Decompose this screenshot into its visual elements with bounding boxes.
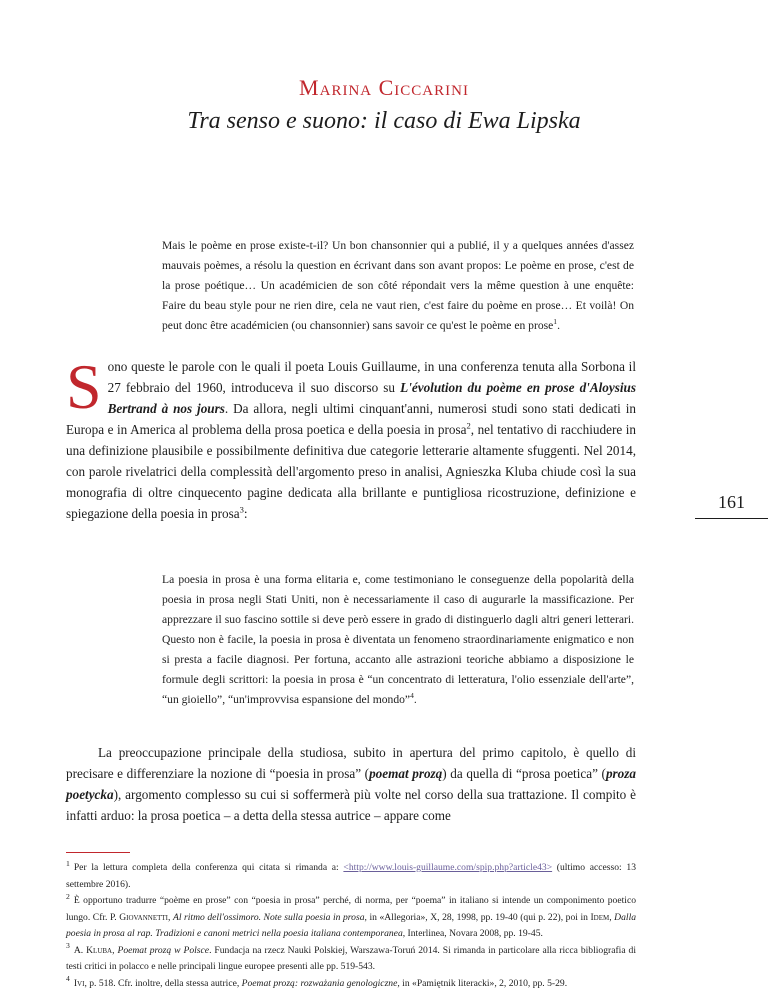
footnote-text: ,	[112, 944, 118, 956]
footnote-text: , p. 518. Cfr. inoltre, della stessa autrice,	[84, 977, 242, 989]
cited-title: Poemat prozą: rozważania genologiczne	[241, 977, 398, 989]
footnote-ref[interactable]: 3	[239, 504, 244, 515]
footnote-ref[interactable]: 1	[553, 317, 558, 327]
paragraph-text: ) da quella di “prosa poetica” (	[442, 766, 606, 781]
cited-title: Al ritmo dell'ossimoro. Note sulla poesia in prosa	[172, 911, 365, 923]
footnote-text: , Interlinea, Novara 2008, pp. 19-45.	[402, 928, 543, 939]
author-name: Marina Ciccarini	[299, 75, 469, 100]
footnotes	[66, 860, 636, 992]
article-title: Tra senso e suono: il caso di Ewa Lipska	[187, 108, 581, 134]
footnote-text: A.	[73, 944, 87, 956]
footnote-link[interactable]: <http://www.louis-guillaume.com/spip.php?article43>	[343, 862, 553, 873]
epigraph: Mais le poème en prose existe-t-il? Un bon chansonnier qui a publié, il y a quelques années d'assez mauvais poèmes, a résolu la question en écrivant dans son avant propos: Le poème en prose, c'est de la prose poétique… Un académicien de son côté répondait vers la même question à une enquête: Faire du beau style pour ne rien dire, cela ne vaut rien, c'est faire du poème en prose… Et voilà! On peut donc être académicien (ou chansonnier) sans savoir ce qu'est le poème en prose$^1$.	[162, 239, 634, 332]
paragraph-text: :	[243, 506, 248, 521]
page-number-rule	[695, 518, 768, 519]
drop-cap: S	[66, 351, 102, 422]
footnote-text: Per la lettura completa della conferenza qui citata si rimanda a:	[73, 862, 344, 873]
book-title: L'évolution du poème en prose d'Aloysius Bertrand à nos jours	[107, 380, 636, 416]
paragraph-intro	[66, 351, 636, 524]
footnote-text: , in «Allegoria», X, 28, 1998, pp. 19-40 (qui p. 22), poi in	[364, 911, 591, 923]
block-quote	[162, 570, 634, 710]
footnote-ref[interactable]: 4	[410, 691, 414, 701]
footnote-number: 1	[66, 858, 70, 868]
cited-author: Idem	[590, 911, 610, 923]
footnote-text: (ultimo accesso: 13 settembre 2016).	[66, 862, 637, 890]
footnote-number: 2	[66, 891, 70, 901]
paragraph-second	[66, 742, 636, 826]
footnote-2	[66, 893, 636, 943]
quote-text: La poesia in prosa è una forma elitaria e, come testimoniano le conseguenze della popolarità della poesia in prosa negli Stati Uniti, non è necessariamente il caso di augurarle la massificazione. Per apprezzare il suo fascino sottile si deve però essere in grado di distinguerlo dagli altri generi letterari. Questo non è facile, la poesia in prosa è diventata un fenomeno straordinariamente enigmatico e non si presta a facile diagnosi. Per fortuna, accanto alle astrazioni teoriche abbiamo a disposizione le formule degli scrittori: la poesia in prosa è “un concentrato di letteratura, l'olio essenziale dell'arte”, “un gioiello”, “un'improvvisa espansione del mondo”	[162, 573, 634, 706]
footnote-text: . Fundacja na rzecz Nauki Polskiej, Warszawa-Toruń 2014. Si rimanda in particolare alla ricca bibliografia di testi critici in polacco e nelle principali lingue europee presenti alle pp. 519-543.	[66, 944, 636, 972]
cited-author: Ivi	[73, 977, 85, 989]
footnote-number: 4	[66, 974, 70, 984]
paragraph-text: , nel tentativo di racchiudere in una definizione plausibile e possibilmente definitiva due categorie letterarie altamente sfuggenti. Nel 2014, con parole rivelatrici della complessità dell'argomento preso in analisi, Agnieszka Kluba chiude così la sua monografia di oltre cinquecento pagine dedicata alla brillante e puntigliosa ricostruzione, definizione e spiegazione della poesia in prosa	[66, 422, 636, 521]
term-italic: proza poetycka	[66, 766, 636, 802]
footnote-3	[66, 943, 636, 976]
footnote-number: 3	[66, 941, 70, 951]
cited-title: Poemat prozą w Polsce	[117, 944, 210, 956]
footnote-1	[66, 860, 636, 893]
footnote-text: , in «Pamiętnik literacki», 2, 2010, pp. 5-29.	[397, 977, 568, 989]
paragraph-text: . Da allora, negli ultimi cinquant'anni, numerosi studi sono stati dedicati in Europa e in America al problema della prosa poetica e della poesia in prosa	[66, 401, 636, 437]
epigraph-text: Mais le poème en prose existe-t-il? Un bon chansonnier qui a publié, il y a quelques années d'assez mauvais poèmes, a résolu la question en écrivant dans son avant propos: Le poème en prose, c'est de la prose poétique… Un académicien de son côté répondait vers la même question à une enquête: Faire du beau style pour ne rien dire, cela ne vaut rien, c'est faire du poème en prose… Et voilà! On peut donc être académicien (ou chansonnier) sans savoir ce qu'est le poème en prose	[162, 239, 634, 332]
cited-author: Kluba	[86, 944, 113, 956]
term-italic: poemat prozą	[369, 766, 443, 781]
paragraph-text: ono queste le parole con le quali il poeta Louis Guillaume, in una conferenza tenuta alla Sorbona il 27 febbraio del 1960, introduceva il suo discorso su	[107, 359, 636, 395]
footnote-text: ,	[609, 911, 615, 923]
page-number: 161	[718, 492, 745, 512]
cited-author: Giovannetti	[119, 911, 168, 923]
paragraph-text: ), argomento complesso su cui si soffermerà più volte nel corso della sua trattazione. Il compito è infatti arduo: la prosa poetica – a detta della stessa autrice – appare come	[66, 787, 636, 823]
footnote-text: ,	[168, 911, 173, 923]
quote-end: .	[413, 693, 417, 706]
footnote-4	[66, 976, 636, 993]
cited-title: Dalla poesia in prosa al rap. Tradizioni e canoni metrici nella poesia italiana contemporanea	[66, 911, 637, 939]
paragraph-text: La preoccupazione principale della studiosa, subito in apertura del primo capitolo, è quello di precisare e differenziare la nozione di “poesia in prosa” (	[66, 745, 636, 781]
footnote-divider	[66, 852, 130, 853]
footnote-text: È opportuno tradurre “poème en prose” con “poesia in prosa” perché, di norma, per “poema” in italiano si intende un componimento poetico lungo. Cfr. P.	[66, 895, 636, 923]
footnote-ref[interactable]: 2	[466, 420, 471, 431]
